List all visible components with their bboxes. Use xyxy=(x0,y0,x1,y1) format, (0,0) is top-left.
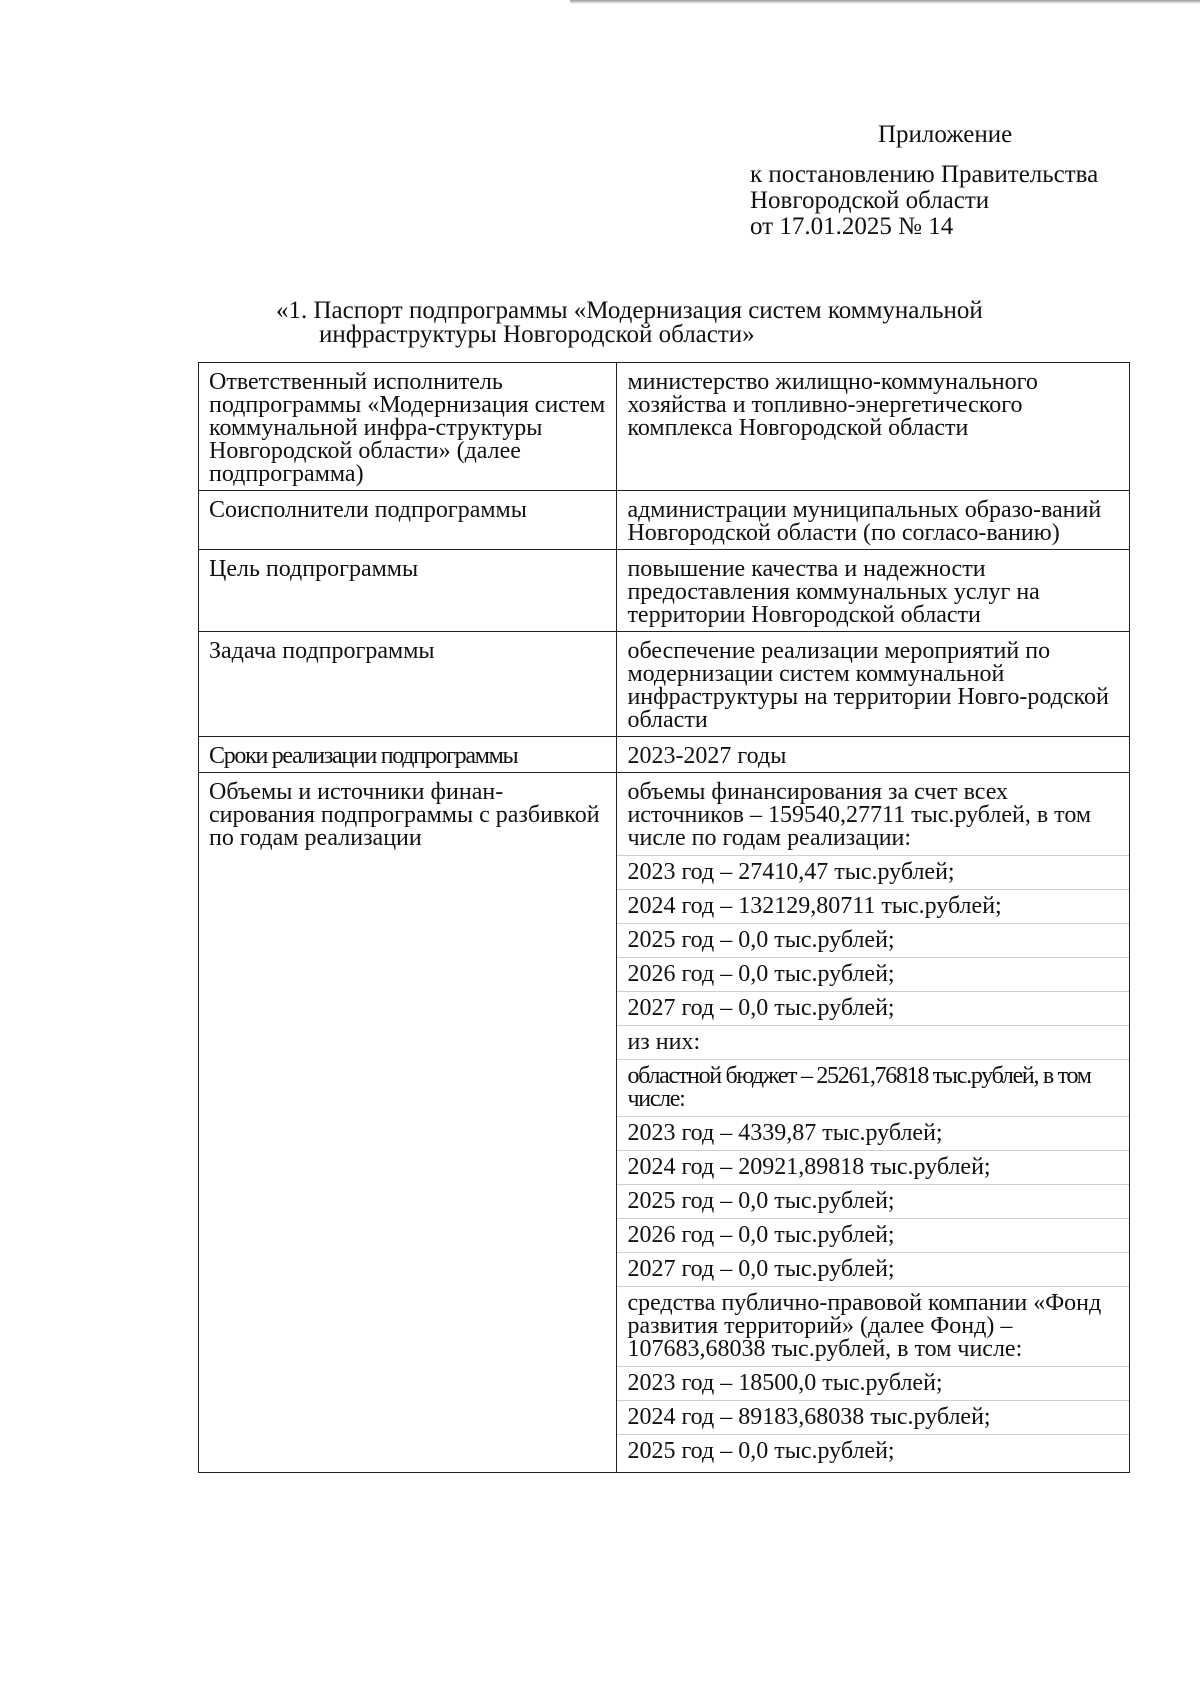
financing-line: 2023 год – 4339,87 тыс.рублей; xyxy=(617,1116,1129,1150)
financing-line: 2024 год – 89183,68038 тыс.рублей; xyxy=(617,1400,1129,1434)
row-label: Соисполнители подпрограммы xyxy=(199,491,617,550)
table-row xyxy=(199,550,1130,632)
row-value: 2023-2027 годы xyxy=(617,737,1130,773)
row-value: повышение качества и надежности предоставления коммунальных услуг на территории Новгородской области xyxy=(617,550,1130,632)
passport-table xyxy=(198,362,1130,1473)
financing-line: 2025 год – 0,0 тыс.рублей; xyxy=(617,1184,1129,1218)
row-label: Цель подпрограммы xyxy=(199,550,617,632)
row-label: Ответственный исполнитель подпрограммы «Модернизация систем коммунальной инфра-структуры Новгородской области» (далее подпрограмма) xyxy=(199,363,617,491)
financing-line: 2025 год – 0,0 тыс.рублей; xyxy=(617,923,1129,957)
appendix-header xyxy=(750,122,1098,240)
financing-cell xyxy=(617,773,1130,1473)
row-value: администрации муниципальных образо-ваний Новгородской области (по согласо-ванию) xyxy=(617,491,1130,550)
table-row xyxy=(199,632,1130,737)
appendix-line: к постановлению Правительства xyxy=(750,161,1099,188)
table-row xyxy=(199,363,1130,491)
row-label: Объемы и источники финан-сирования подпрограммы с разбивкой по годам реализации xyxy=(199,773,617,1473)
passport-title-line-1: «1. Паспорт подпрограммы «Модернизация систем коммунальной xyxy=(276,297,983,324)
financing-line: 2025 год – 0,0 тыс.рублей; xyxy=(617,1434,1129,1468)
table-row-financing xyxy=(199,773,1130,1473)
financing-line: 2024 год – 20921,89818 тыс.рублей; xyxy=(617,1150,1129,1184)
financing-line: из них: xyxy=(617,1025,1129,1059)
row-label: Сроки реализации подпрограммы xyxy=(199,737,617,773)
passport-title xyxy=(276,299,1116,347)
financing-line: 2024 год – 132129,80711 тыс.рублей; xyxy=(617,889,1129,923)
row-value: обеспечение реализации мероприятий по модернизации систем коммунальной инфраструктуры на территории Новго-родской области xyxy=(617,632,1130,737)
table-row xyxy=(199,737,1130,773)
appendix-line: от 17.01.2025 № 14 xyxy=(750,213,954,240)
table-row xyxy=(199,491,1130,550)
financing-line: 2027 год – 0,0 тыс.рублей; xyxy=(617,991,1129,1025)
row-value: министерство жилищно-коммунального хозяйства и топливно-энергетического комплекса Новгородской области xyxy=(617,363,1130,491)
financing-line: 2026 год – 0,0 тыс.рублей; xyxy=(617,1218,1129,1252)
financing-line: объемы финансирования за счет всех источников – 159540,27711 тыс.рублей, в том числе по годам реализации: xyxy=(627,779,1092,851)
appendix-title: Приложение xyxy=(878,121,1013,148)
financing-line: 2026 год – 0,0 тыс.рублей; xyxy=(617,957,1129,991)
financing-line: 2027 год – 0,0 тыс.рублей; xyxy=(617,1252,1129,1286)
financing-line: средства публично-правовой компании «Фонд развития территорий» (далее Фонд) – 107683,68038 тыс.рублей, в том числе: xyxy=(617,1286,1129,1366)
financing-line: областной бюджет – 25261,76818 тыс.рублей, в том числе: xyxy=(617,1059,1129,1116)
financing-line: 2023 год – 18500,0 тыс.рублей; xyxy=(617,1366,1129,1400)
financing-line: 2023 год – 27410,47 тыс.рублей; xyxy=(617,855,1129,889)
appendix-line: Новгородской области xyxy=(750,187,990,214)
scan-edge xyxy=(570,0,1200,4)
row-label: Задача подпрограммы xyxy=(199,632,617,737)
passport-title-line-2: инфраструктуры Новгородской области» xyxy=(319,321,755,348)
